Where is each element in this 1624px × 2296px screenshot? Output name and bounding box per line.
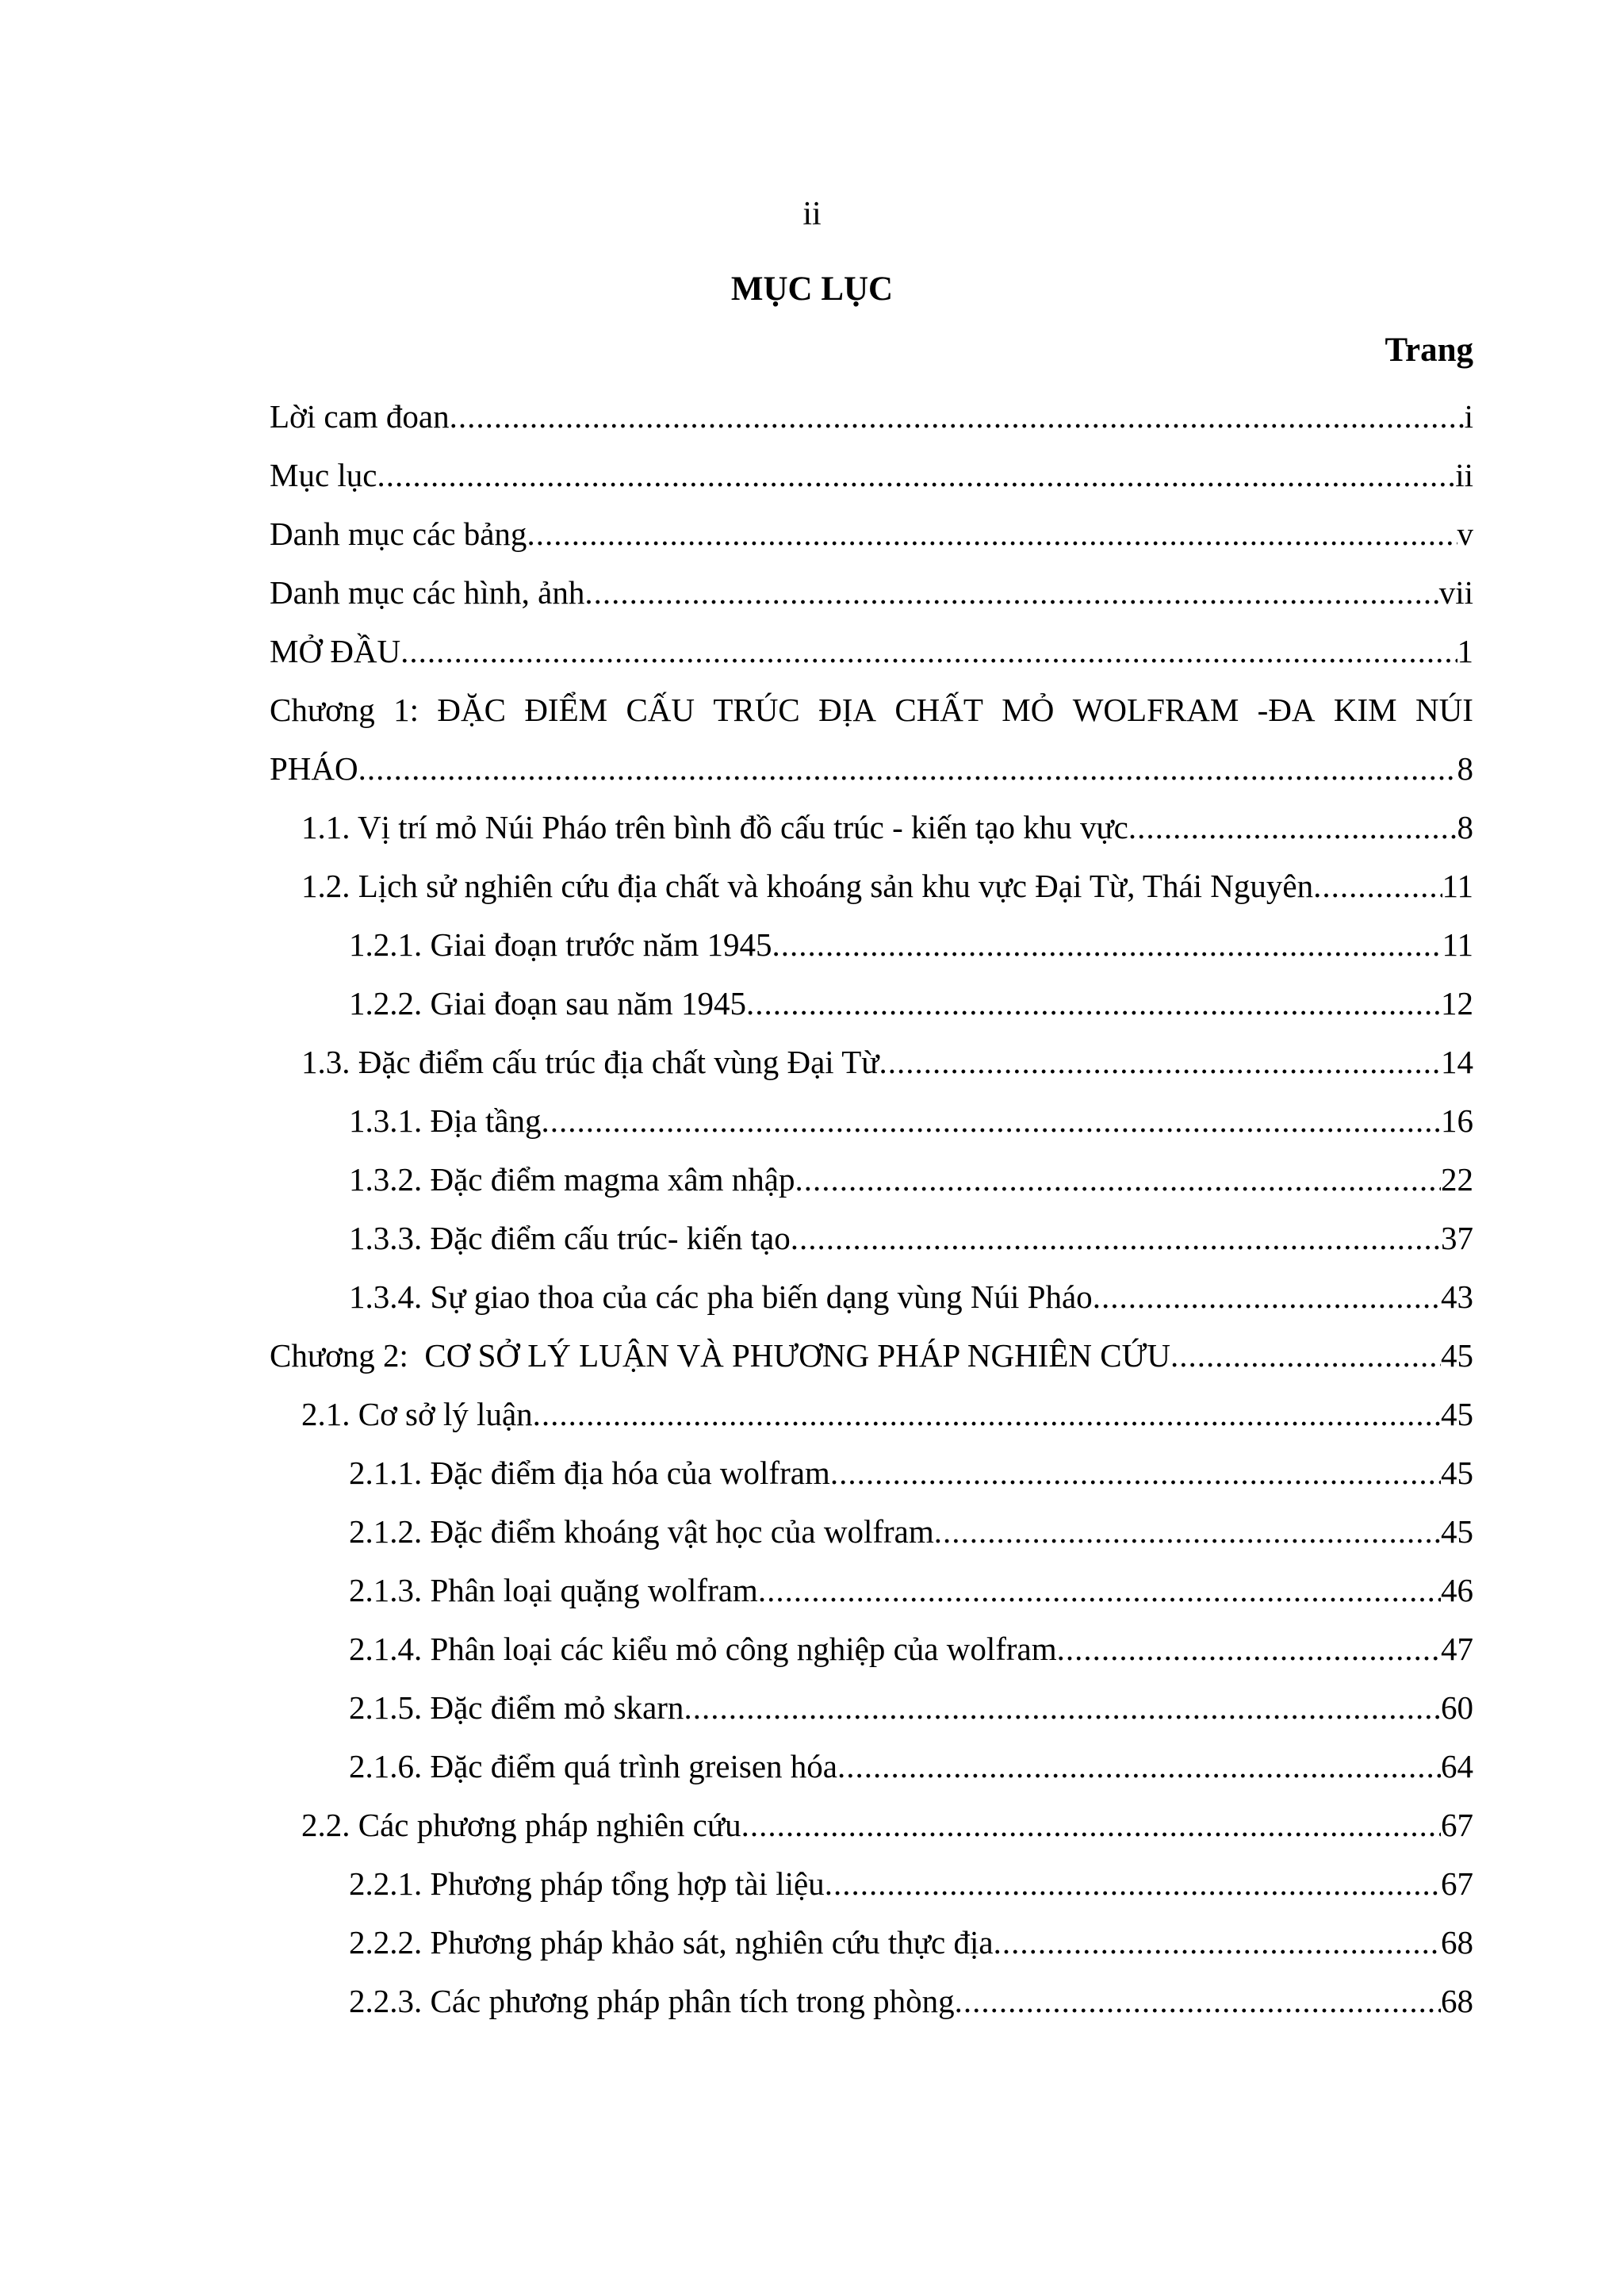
toc-entry[interactable] bbox=[270, 504, 1473, 563]
dot-leader bbox=[377, 446, 1456, 504]
toc-entry-text: 1.2. Lịch sử nghiên cứu địa chất và khoáng sản khu vực Đại Từ, Thái Nguyên bbox=[301, 868, 1314, 904]
toc-entry-text: 2.1.6. Đặc điểm quá trình greisen hóa bbox=[349, 1748, 837, 1784]
toc-entry-text: 1.3. Đặc điểm cấu trúc địa chất vùng Đại Từ bbox=[301, 1044, 879, 1080]
toc-entry-text: 1.2.2. Giai đoạn sau năm 1945 bbox=[349, 985, 747, 1022]
toc-entry-page: 16 bbox=[1441, 1102, 1473, 1139]
toc-entry[interactable] bbox=[270, 1913, 1473, 1972]
toc-entry-text: 2.2.2. Phương pháp khảo sát, nghiên cứu thực địa bbox=[349, 1924, 994, 1961]
toc-entry-text: Danh mục các hình, ảnh bbox=[270, 574, 585, 611]
toc-entry-text: 2.1.4. Phân loại các kiểu mỏ công nghiệp của wolfram bbox=[349, 1631, 1057, 1667]
toc-entry-text: Lời cam đoan bbox=[270, 398, 450, 435]
toc-entry-page: v bbox=[1457, 516, 1473, 552]
toc-entry-text: Mục lục bbox=[270, 457, 377, 493]
toc-entry-text: 1.3.2. Đặc điểm magma xâm nhập bbox=[349, 1161, 795, 1198]
dot-leader bbox=[741, 1796, 1441, 1854]
toc-entry-page: i bbox=[1464, 398, 1473, 435]
toc-entry-page: 45 bbox=[1441, 1396, 1473, 1432]
toc-entry-page: 8 bbox=[1457, 809, 1473, 845]
toc-chapter-word: MỎ bbox=[1002, 692, 1055, 728]
toc-entry[interactable] bbox=[270, 1443, 1473, 1502]
toc-entry-page: 45 bbox=[1441, 1337, 1473, 1374]
toc-entry-text: 2.1.1. Đặc điểm địa hóa của wolfram bbox=[349, 1455, 830, 1491]
toc-entry[interactable] bbox=[270, 1854, 1473, 1913]
toc-entry[interactable] bbox=[270, 446, 1473, 504]
toc-entry[interactable] bbox=[270, 1737, 1473, 1796]
toc-entry-page: 12 bbox=[1441, 985, 1473, 1022]
toc-chapter-word: 1: bbox=[393, 692, 419, 728]
dot-leader bbox=[795, 1150, 1441, 1209]
dot-leader bbox=[837, 1737, 1441, 1796]
toc-entry[interactable] bbox=[270, 1796, 1473, 1854]
toc-entry[interactable] bbox=[270, 974, 1473, 1033]
toc-entry-page: 11 bbox=[1442, 868, 1473, 904]
toc-entry-text: 2.1.3. Phân loại quặng wolfram bbox=[349, 1572, 758, 1608]
dot-leader bbox=[450, 387, 1465, 446]
toc-entry-page: 22 bbox=[1441, 1161, 1473, 1198]
dot-leader bbox=[994, 1913, 1441, 1972]
toc-entry-page: 68 bbox=[1441, 1924, 1473, 1961]
toc-entry-text: 1.3.3. Đặc điểm cấu trúc- kiến tạo bbox=[349, 1220, 791, 1256]
toc-entry[interactable] bbox=[270, 857, 1473, 915]
dot-leader bbox=[791, 1209, 1441, 1267]
toc-entry-page: 60 bbox=[1441, 1689, 1473, 1726]
toc-entry-page: 37 bbox=[1441, 1220, 1473, 1256]
toc-entry[interactable] bbox=[270, 1972, 1473, 2030]
toc-entry-page: 45 bbox=[1441, 1455, 1473, 1491]
toc-entry-text: 1.2.1. Giai đoạn trước năm 1945 bbox=[349, 926, 772, 963]
dot-leader bbox=[830, 1443, 1441, 1502]
toc-entry-page: 64 bbox=[1441, 1748, 1473, 1784]
toc-chapter-word: -ĐA bbox=[1257, 692, 1316, 728]
table-of-contents bbox=[270, 387, 1473, 2030]
toc-chapter-word: WOLFRAM bbox=[1072, 692, 1239, 728]
page-number: ii bbox=[802, 196, 822, 232]
toc-entry-page: 43 bbox=[1441, 1278, 1473, 1315]
toc-entry-page: ii bbox=[1455, 457, 1473, 493]
toc-chapter-word: ĐẶC bbox=[437, 692, 506, 728]
toc-entry-page: 68 bbox=[1441, 1983, 1473, 2019]
toc-entry-text: PHÁO bbox=[270, 750, 358, 787]
toc-entry-page: 67 bbox=[1441, 1807, 1473, 1843]
toc-entry-text: 2.2.1. Phương pháp tổng hợp tài liệu bbox=[349, 1865, 825, 1902]
dot-leader bbox=[934, 1502, 1441, 1561]
toc-entry[interactable] bbox=[270, 1678, 1473, 1737]
dot-leader bbox=[584, 563, 1438, 622]
toc-entry-text: 2.1.5. Đặc điểm mỏ skarn bbox=[349, 1689, 684, 1726]
toc-entry-text: Danh mục các bảng bbox=[270, 516, 527, 552]
toc-entry-text: 2.2. Các phương pháp nghiên cứu bbox=[301, 1807, 741, 1843]
toc-entry[interactable] bbox=[270, 1619, 1473, 1678]
toc-entry[interactable] bbox=[270, 739, 1473, 798]
dot-leader bbox=[684, 1678, 1441, 1737]
toc-entry-page: 1 bbox=[1457, 633, 1473, 669]
dot-leader bbox=[772, 915, 1442, 974]
toc-chapter-word: Chương bbox=[270, 692, 375, 728]
toc-entry-page: 46 bbox=[1441, 1572, 1473, 1608]
toc-entry-text: Chương 2: CƠ SỞ LÝ LUẬN VÀ PHƯƠNG PHÁP NGHIÊN CỨU bbox=[270, 1337, 1171, 1374]
toc-entry-text: 2.1. Cơ sở lý luận bbox=[301, 1396, 533, 1432]
toc-entry-page: 47 bbox=[1441, 1631, 1473, 1667]
toc-entry[interactable] bbox=[270, 1326, 1473, 1385]
dot-leader bbox=[527, 504, 1457, 563]
dot-leader bbox=[1128, 798, 1457, 857]
toc-entry-page: 8 bbox=[1457, 750, 1473, 787]
toc-entry[interactable] bbox=[270, 1385, 1473, 1443]
page-title: MỤC LỤC bbox=[730, 270, 894, 308]
toc-entry-text: 1.3.4. Sự giao thoa của các pha biến dạng vùng Núi Pháo bbox=[349, 1278, 1093, 1315]
toc-chapter-word: NÚI bbox=[1415, 692, 1473, 728]
toc-entry-text: 2.2.3. Các phương pháp phân tích trong phòng bbox=[349, 1983, 955, 2019]
toc-chapter-word: CHẤT bbox=[894, 692, 983, 728]
toc-chapter-word: TRÚC bbox=[713, 692, 800, 728]
toc-entry[interactable] bbox=[270, 1502, 1473, 1561]
toc-entry[interactable] bbox=[270, 915, 1473, 974]
toc-chapter-word: ĐỊA bbox=[818, 692, 876, 728]
toc-chapter-heading-line[interactable] bbox=[270, 680, 1473, 739]
dot-leader bbox=[1093, 1267, 1441, 1326]
toc-chapter-word: ĐIỂM bbox=[524, 692, 608, 728]
dot-leader bbox=[758, 1561, 1441, 1619]
toc-entry-text: 1.1. Vị trí mỏ Núi Pháo trên bình đồ cấu trúc - kiến tạo khu vực bbox=[301, 809, 1128, 845]
toc-chapter-word: CẤU bbox=[626, 692, 695, 728]
dot-leader bbox=[879, 1033, 1441, 1091]
dot-leader bbox=[1057, 1619, 1441, 1678]
dot-leader bbox=[1313, 857, 1442, 915]
dot-leader bbox=[542, 1091, 1441, 1150]
page-column-label: Trang bbox=[1385, 332, 1473, 369]
toc-entry-page: 67 bbox=[1441, 1865, 1473, 1902]
toc-entry[interactable] bbox=[270, 1561, 1473, 1619]
dot-leader bbox=[955, 1972, 1441, 2030]
dot-leader bbox=[400, 622, 1457, 680]
toc-entry-text: 2.1.2. Đặc điểm khoáng vật học của wolfram bbox=[349, 1513, 934, 1550]
toc-entry[interactable] bbox=[270, 622, 1473, 680]
toc-entry[interactable] bbox=[270, 563, 1473, 622]
dot-leader bbox=[358, 739, 1457, 798]
toc-entry-text: 1.3.1. Địa tầng bbox=[349, 1102, 542, 1139]
toc-entry-page: 14 bbox=[1441, 1044, 1473, 1080]
toc-chapter-word: KIM bbox=[1333, 692, 1397, 728]
toc-entry[interactable] bbox=[270, 1209, 1473, 1267]
dot-leader bbox=[1170, 1326, 1441, 1385]
toc-entry-text: MỞ ĐẦU bbox=[270, 633, 401, 669]
toc-entry[interactable] bbox=[270, 1267, 1473, 1326]
toc-entry[interactable] bbox=[270, 1033, 1473, 1091]
dot-leader bbox=[533, 1385, 1441, 1443]
toc-entry[interactable] bbox=[270, 1150, 1473, 1209]
toc-entry[interactable] bbox=[270, 387, 1473, 446]
toc-entry-page: 45 bbox=[1441, 1513, 1473, 1550]
toc-entry-page: 11 bbox=[1442, 926, 1473, 963]
toc-entry[interactable] bbox=[270, 798, 1473, 857]
toc-entry-page: vii bbox=[1438, 574, 1473, 611]
toc-entry[interactable] bbox=[270, 1091, 1473, 1150]
dot-leader bbox=[746, 974, 1441, 1033]
dot-leader bbox=[825, 1854, 1441, 1913]
